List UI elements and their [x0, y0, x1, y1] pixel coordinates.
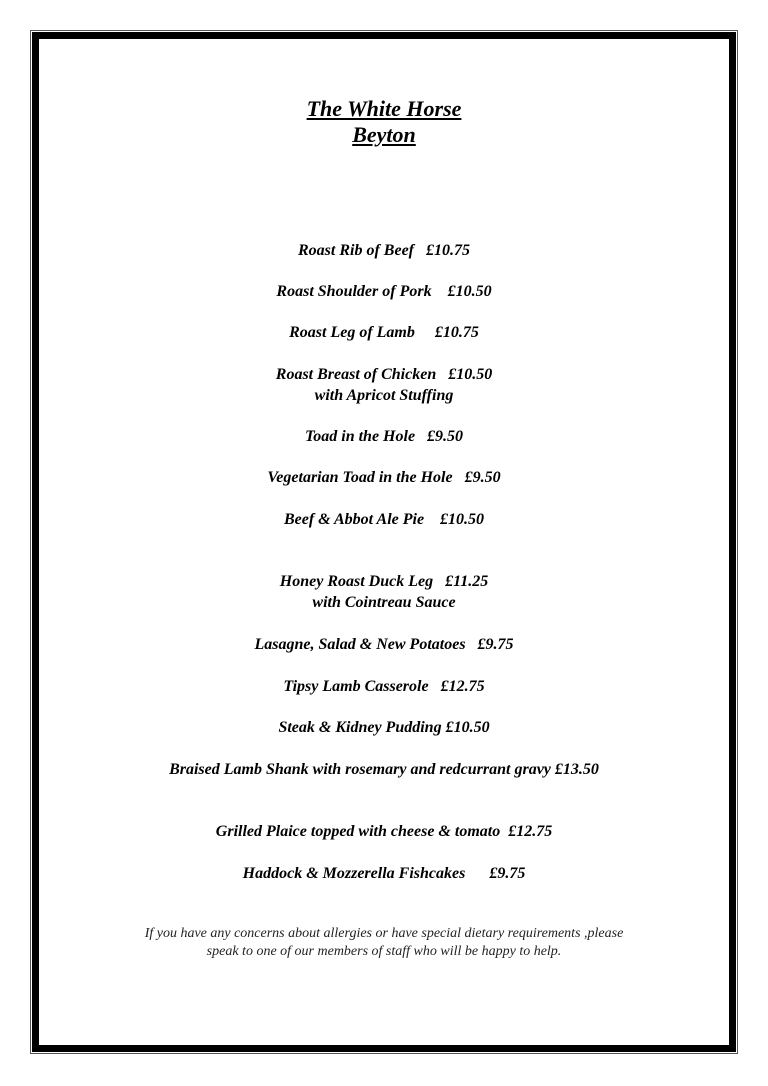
menu-item: Braised Lamb Shank with rosemary and redcurrant gravy £13.50	[169, 761, 599, 778]
menu-item: Lasagne, Salad & New Potatoes £9.75	[254, 636, 514, 653]
page-border	[30, 30, 738, 1054]
menu-item: Steak & Kidney Pudding £10.50	[278, 719, 490, 736]
allergy-note-line2: speak to one of our members of staff who will be happy to help.	[206, 944, 562, 959]
menu-item: Toad in the Hole £9.50	[304, 428, 464, 445]
menu-item: Roast Shoulder of Pork £10.50	[276, 283, 492, 300]
page-border-inner	[32, 32, 736, 1052]
menu-item-description: with Apricot Stuffing	[314, 387, 454, 404]
restaurant-name: The White Horse	[306, 96, 462, 121]
menu-item: Tipsy Lamb Casserole £12.75	[283, 678, 485, 695]
menu-item: Roast Leg of Lamb £10.75	[289, 324, 479, 341]
restaurant-location: Beyton	[352, 122, 416, 147]
menu-item: Roast Breast of Chicken £10.50	[275, 366, 493, 383]
menu-item: Beef & Abbot Ale Pie £10.50	[283, 511, 485, 528]
menu-item: Haddock & Mozzerella Fishcakes £9.75	[242, 865, 526, 882]
menu-item: Honey Roast Duck Leg £11.25	[279, 573, 489, 590]
menu-item-description: with Cointreau Sauce	[312, 594, 456, 611]
menu-item: Vegetarian Toad in the Hole £9.50	[267, 469, 501, 486]
menu-item: Grilled Plaice topped with cheese & tomato £12.75	[215, 823, 553, 840]
menu-item: Roast Rib of Beef £10.75	[298, 242, 470, 259]
allergy-note-line1: If you have any concerns about allergies or have special dietary requirements ,please	[144, 926, 624, 941]
